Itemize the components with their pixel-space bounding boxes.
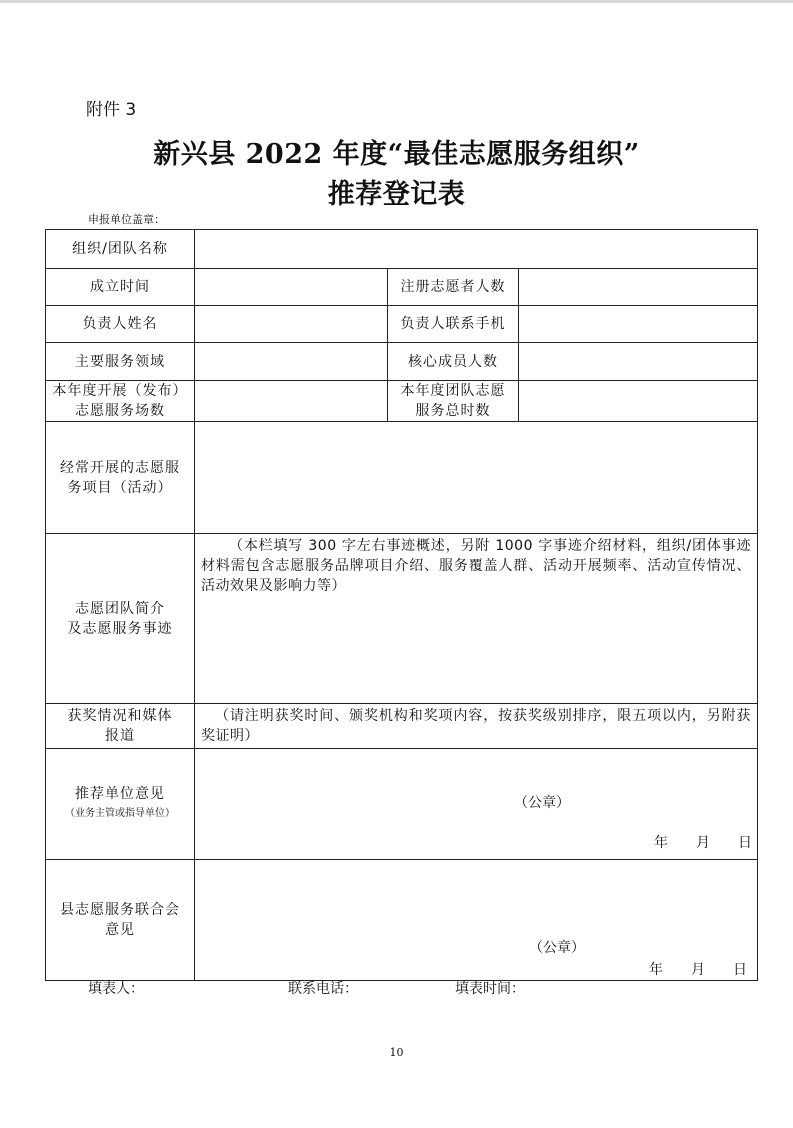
label-events-line2: 志愿服务场数	[75, 403, 165, 419]
footer-filler: 填表人：	[88, 981, 144, 997]
top-border	[0, 0, 793, 3]
field-volunteer-count[interactable]	[519, 269, 758, 306]
federation-seal: （公章）	[529, 940, 585, 956]
label-projects-line2: 务项目（活动）	[67, 479, 173, 496]
footer-phone: 联系电话：	[288, 981, 358, 997]
label-projects	[46, 422, 195, 534]
recommend-date: 年 月 日	[654, 835, 752, 851]
label-hours-line2: 服务总时数	[415, 403, 491, 419]
label-events-line1: 本年度开展（发布）	[52, 383, 188, 399]
label-leader-name: 负责人姓名	[46, 306, 195, 343]
footer-fill-time: 填表时间：	[455, 981, 525, 997]
federation-date: 年 月 日	[649, 962, 747, 978]
label-projects-line1: 经常开展的志愿服	[60, 459, 180, 476]
registration-table	[45, 229, 758, 981]
label-federation-line2: 意见	[105, 922, 135, 938]
label-intro-line2: 及志愿服务事迹	[67, 620, 173, 637]
field-core-members[interactable]	[519, 343, 758, 381]
label-awards-line2: 报道	[105, 728, 135, 744]
field-leader-name[interactable]	[195, 306, 388, 343]
recommend-seal: （公章）	[514, 795, 570, 811]
field-hours[interactable]	[519, 381, 758, 422]
label-intro	[46, 534, 195, 704]
page-number: 10	[389, 1046, 404, 1059]
stamp-label: 申报单位盖章：	[88, 213, 165, 226]
field-leader-phone[interactable]	[519, 306, 758, 343]
label-awards-line1: 获奖情况和媒体	[67, 708, 173, 724]
label-recommend	[46, 749, 195, 860]
label-recommend-sub: （业务主管或指导单位）	[65, 808, 175, 819]
field-founded[interactable]	[195, 269, 388, 306]
label-hours	[388, 381, 519, 422]
field-org-name[interactable]	[195, 230, 758, 269]
field-recommend[interactable]	[195, 749, 758, 860]
form-subtitle: 推荐登记表	[327, 179, 466, 210]
awards-note: （请注明获奖时间、颁奖机构和奖项内容，按获奖级别排序，限五项以内，另附获奖证明）	[201, 708, 751, 744]
field-federation[interactable]	[195, 860, 758, 981]
label-awards	[46, 704, 195, 749]
field-intro[interactable]	[195, 534, 758, 704]
label-volunteer-count: 注册志愿者人数	[388, 269, 519, 306]
attachment-label: 附件 3	[86, 100, 137, 120]
label-federation	[46, 860, 195, 981]
field-events[interactable]	[195, 381, 388, 422]
label-events	[46, 381, 195, 422]
label-founded: 成立时间	[46, 269, 195, 306]
label-hours-line1: 本年度团队志愿	[400, 383, 506, 399]
label-recommend-main: 推荐单位意见	[75, 786, 165, 802]
intro-note: （本栏填写 300 字左右事迹概述，另附 1000 字事迹介绍材料，组织/团体事迹材料需包含志愿服务品牌项目介绍、服务覆盖人群、活动开展频率、活动宣传情况、活动效果及影响力等）	[201, 538, 751, 594]
field-awards[interactable]	[195, 704, 758, 749]
label-core-members: 核心成员人数	[388, 343, 519, 381]
label-service-field: 主要服务领域	[46, 343, 195, 381]
field-service-field[interactable]	[195, 343, 388, 381]
label-federation-line1: 县志愿服务联合会	[60, 902, 180, 918]
form-title: 新兴县 2022 年度“最佳志愿服务组织”	[153, 139, 640, 170]
label-leader-phone: 负责人联系手机	[388, 306, 519, 343]
label-org-name: 组织/团队名称	[46, 230, 195, 269]
label-intro-line1: 志愿团队简介	[75, 600, 165, 617]
field-projects[interactable]	[195, 422, 758, 534]
